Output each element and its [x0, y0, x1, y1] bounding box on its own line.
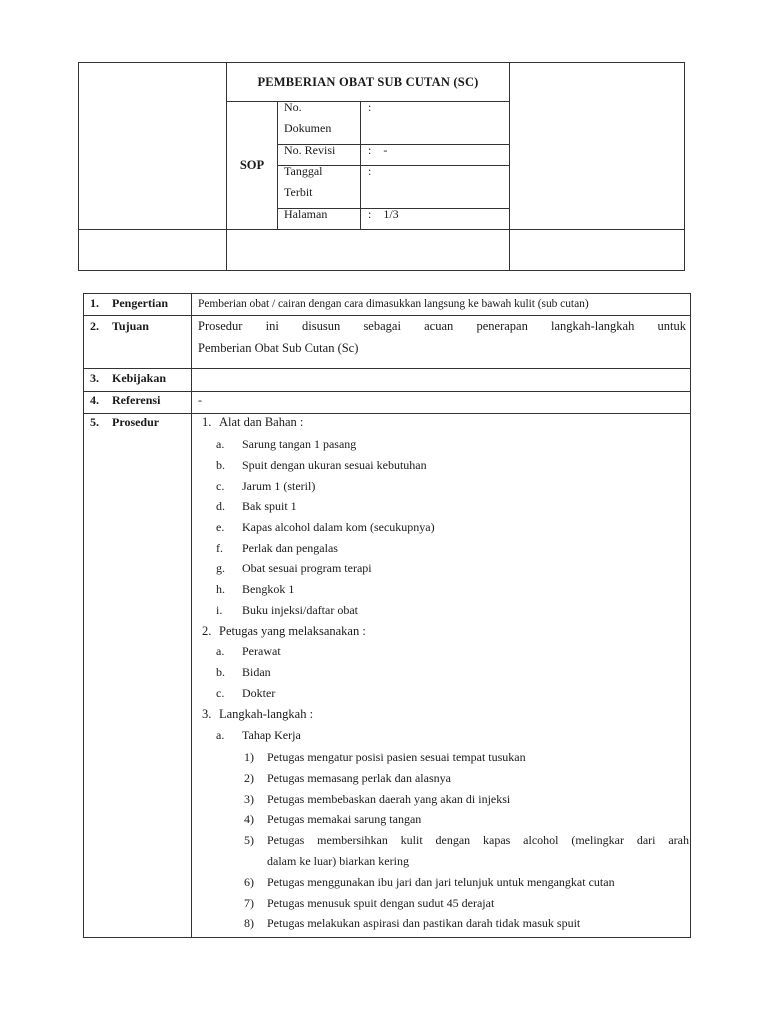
list-item: b. Spuit dengan ukuran sesuai kebutuhan [216, 458, 427, 472]
header-divider [509, 63, 510, 270]
langkah-heading: 3. Langkah-langkah : [202, 707, 314, 721]
sop-label: SOP [239, 158, 265, 172]
document-header-table [78, 62, 685, 271]
list-item: h. Bengkok 1 [216, 582, 295, 596]
doc-number-label: No. Dokumen [284, 100, 332, 135]
document-title: PEMBERIAN OBAT SUB CUTAN (SC) [257, 74, 479, 89]
list-item: c. Dokter [216, 686, 276, 700]
section-label-prosedur: Prosedur [112, 415, 160, 429]
section-number: 3. [90, 371, 99, 385]
referensi-text: - [198, 393, 202, 407]
issue-date-label: Tanggal Terbit [284, 164, 323, 199]
alat-bahan-heading: 1. Alat dan Bahan : [202, 415, 304, 429]
list-item: i. Buku injeksi/daftar obat [216, 603, 358, 617]
list-item: f. Perlak dan pengalas [216, 541, 338, 555]
list-item: b. Bidan [216, 665, 271, 679]
revision-label: No. Revisi [284, 143, 336, 157]
list-item: g. Obat sesuai program terapi [216, 561, 372, 575]
page-label: Halaman [284, 207, 328, 221]
section-number: 4. [90, 393, 99, 407]
sop-content-table: 1. Pengertian Pemberian obat / cairan dengan cara dimasukkan langsung ke bawah kulit (sub cutan) 2. Tujuan Prosedur ini disusun sebagai acuan penerapan langkah-langkah untuk Pemberian Obat Sub Cutan (Sc) 3. Kebijakan 4. Referensi - 5. Prosedur 1. Alat dan Bahan : a. Sarung tangan 1 pasang b. Spuit dengan ukuran sesuai kebutuhan c. Jarum 1 (steril) d. Bak spuit 1 e. Kapas alcohol dalam kom (secukupnya) f. Perlak dan pengalas g. Obat sesuai program terapi h. Bengkok 1 i. Buku injeksi/daftar obat 2. Petugas yang melaksanakan : a. Perawat b. Bidan c. Dokter 3. Langkah-langkah : a. Tahap Kerja 1) Petugas mengatur posisi pasien sesuai tempat tusukan 2) Petugas memasang perlak dan alasnya 3) Petugas membebaskan daerah yang akan di injeksi 4) Petugas memakai sarung tangan 5) Petugas membersihkan kulit dengan kapas alcohol (melingkar dari arah dalam ke luar) biarkan kering 6) Petugas menggunakan ibu jari dan jari telunjuk untuk mengangkat cutan 7) Petugas menusuk spuit dengan sudut 45 derajat 8) Petugas melakukan aspirasi dan pastikan darah tidak masuk spuit [83, 293, 691, 938]
list-item: a. Perawat [216, 644, 281, 658]
tujuan-text-line1: Prosedur ini disusun sebagai acuan penerapan langkah-langkah untuk [198, 319, 686, 333]
tujuan-text-line2: Pemberian Obat Sub Cutan (Sc) [198, 341, 359, 355]
section-number: 5. [90, 415, 99, 429]
petugas-heading: 2. Petugas yang melaksanakan : [202, 624, 366, 638]
doc-number-value: : [368, 100, 372, 114]
section-number: 1. [90, 296, 99, 310]
tahap-kerja-heading: a. Tahap Kerja [216, 728, 301, 742]
section-label-pengertian: Pengertian [112, 296, 168, 310]
section-label-referensi: Referensi [112, 393, 161, 407]
list-item: d. Bak spuit 1 [216, 499, 297, 513]
section-label-tujuan: Tujuan [112, 319, 149, 333]
row-divider [84, 413, 690, 414]
list-item: e. Kapas alcohol dalam kom (secukupnya) [216, 520, 435, 534]
row-divider [84, 368, 690, 369]
revision-value: : - [368, 143, 388, 157]
header-divider [79, 229, 684, 230]
list-item: a. Sarung tangan 1 pasang [216, 437, 357, 451]
page-value: : 1/3 [368, 207, 399, 221]
issue-date-value: : [368, 164, 372, 178]
pengertian-text: Pemberian obat / cairan dengan cara dimasukkan langsung ke bawah kulit (sub cutan) [198, 298, 589, 310]
section-label-kebijakan: Kebijakan [112, 371, 167, 385]
list-item: c. Jarum 1 (steril) [216, 479, 316, 493]
section-number: 2. [90, 319, 99, 333]
